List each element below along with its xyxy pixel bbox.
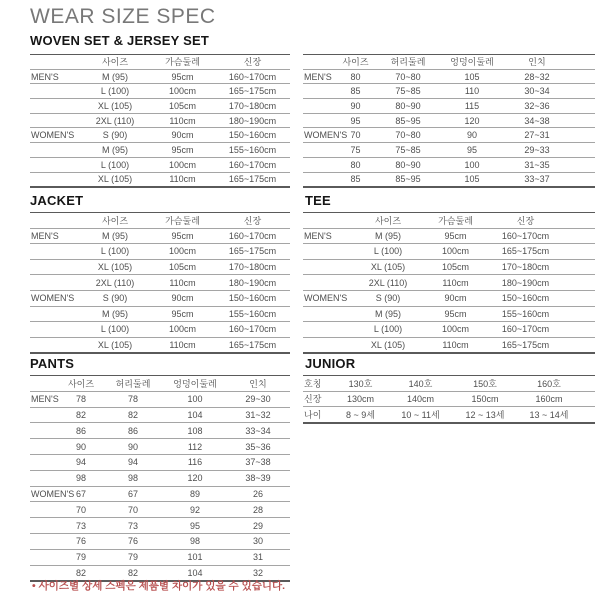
cell: 155~160cm	[228, 144, 277, 155]
cell: 105	[464, 71, 480, 82]
cell: 120	[464, 115, 480, 126]
cell: 165~175cm	[228, 86, 277, 97]
cell: 160~170cm	[228, 159, 277, 170]
table-row	[303, 407, 595, 422]
table-row	[30, 260, 290, 276]
cell: 105cm	[441, 262, 469, 273]
column-header: 사이즈	[101, 57, 129, 68]
cell: 112	[187, 441, 203, 452]
column-header: 엉덩이둘레	[450, 57, 494, 68]
cell: 105cm	[168, 100, 196, 111]
table-row	[30, 128, 290, 143]
cell: 34~38	[524, 115, 550, 126]
cell: 90	[127, 441, 138, 452]
cell: 27~31	[524, 130, 550, 141]
cell: 33~34	[245, 425, 271, 436]
header-row	[30, 376, 290, 392]
cell: 92	[189, 504, 200, 515]
cell: 78	[127, 394, 138, 405]
cell: 160cm	[535, 393, 563, 404]
cell: M (95)	[101, 230, 128, 241]
cell: 95cm	[171, 144, 194, 155]
cell: 101	[187, 552, 203, 563]
cell: 100cm	[168, 159, 196, 170]
cell: 75~85	[395, 144, 421, 155]
table-row	[303, 84, 595, 99]
cell: 38~39	[245, 473, 271, 484]
cell: 165~175cm	[228, 174, 277, 185]
cell: 105	[464, 174, 480, 185]
table-row	[30, 291, 290, 307]
row-label: WOMEN'S	[31, 130, 75, 141]
table-row	[30, 423, 290, 439]
section-title-jacket: JACKET	[30, 193, 84, 208]
cell: 110cm	[442, 277, 469, 288]
cell: M (95)	[101, 144, 128, 155]
cell: 165~175cm	[501, 246, 550, 257]
cell: 120	[187, 473, 203, 484]
cell: 98	[127, 473, 138, 484]
cell: M (95)	[374, 308, 401, 319]
cell: 165~175cm	[228, 246, 277, 257]
cell: 110	[464, 86, 480, 97]
cell: 8 ~ 9세	[346, 409, 375, 420]
table-row	[30, 84, 290, 99]
table-row	[303, 143, 595, 158]
row-label: MEN'S	[304, 71, 332, 82]
cell: 31~35	[524, 159, 550, 170]
cell: 100cm	[168, 86, 196, 97]
cell: 100	[464, 159, 480, 170]
cell: 73	[127, 520, 138, 531]
table-row	[303, 291, 595, 307]
table-row	[30, 455, 290, 471]
cell: 73	[75, 520, 86, 531]
cell: 90	[350, 100, 361, 111]
cell: 110cm	[169, 277, 196, 288]
cell: 80~90	[395, 159, 421, 170]
cell: 150호	[473, 378, 497, 389]
table-row	[30, 99, 290, 114]
page-title: WEAR SIZE SPEC	[30, 5, 216, 28]
cell: L (100)	[100, 324, 130, 335]
cell: 82	[127, 567, 138, 578]
table-row	[303, 392, 595, 408]
table-row	[30, 173, 290, 187]
cell: XL (105)	[97, 100, 133, 111]
woven-set-size-table	[30, 54, 290, 188]
section-title-pants: PANTS	[30, 356, 75, 371]
cell: 150~160cm	[228, 130, 277, 141]
column-header: 가슴둘레	[165, 57, 200, 68]
column-header: 인치	[528, 57, 546, 68]
row-label: 나이	[304, 409, 322, 420]
cell: 95cm	[444, 308, 467, 319]
cell: 110cm	[169, 174, 196, 185]
column-header: 신장	[243, 215, 262, 226]
cell: 115	[464, 100, 480, 111]
cell: 150~160cm	[228, 293, 277, 304]
section-title-junior: JUNIOR	[305, 356, 356, 371]
cell: 90	[75, 441, 86, 452]
cell: L (100)	[373, 246, 403, 257]
cell: 165~175cm	[501, 340, 550, 351]
junior-size-table	[303, 375, 595, 424]
table-row	[303, 173, 595, 187]
cell: 170~180cm	[501, 262, 550, 273]
cell: 110cm	[442, 340, 469, 351]
cell: 180~190cm	[501, 277, 550, 288]
table-row	[30, 229, 290, 245]
cell: 100cm	[441, 324, 469, 335]
table-row	[30, 408, 290, 424]
cell: 85~95	[395, 174, 421, 185]
row-label: MEN'S	[31, 394, 59, 405]
size-disclaimer-note: • 사이즈별 상세 스펙은 제품별 차이가 있을 수 있습니다.	[32, 580, 286, 592]
cell: 80~90	[395, 100, 421, 111]
cell: 95	[466, 144, 477, 155]
table-row	[30, 471, 290, 487]
table-row	[303, 376, 595, 392]
header-row	[30, 213, 290, 229]
cell: 32	[252, 567, 263, 578]
cell: 35~36	[245, 441, 271, 452]
cell: 13 ~ 14세	[529, 409, 569, 420]
cell: 98	[189, 536, 200, 547]
row-label: MEN'S	[31, 230, 59, 241]
cell: 100cm	[168, 324, 196, 335]
cell: 12 ~ 13세	[465, 409, 505, 420]
cell: 85~95	[395, 115, 421, 126]
table-row	[30, 487, 290, 503]
cell: 2XL (110)	[95, 277, 135, 288]
cell: 104	[187, 567, 203, 578]
cell: XL (105)	[370, 262, 406, 273]
cell: 70~80	[395, 130, 421, 141]
section-title-tee: TEE	[305, 193, 331, 208]
cell: 155~160cm	[501, 308, 550, 319]
cell: 78	[75, 394, 86, 405]
section-title-woven-set: WOVEN SET & JERSEY SET	[30, 33, 209, 48]
cell: 33~37	[524, 174, 550, 185]
table-row	[30, 439, 290, 455]
cell: L (100)	[373, 324, 403, 335]
table-row	[30, 114, 290, 129]
cell: 76	[75, 536, 86, 547]
column-header: 엉덩이둘레	[173, 378, 217, 389]
cell: 75	[350, 144, 361, 155]
table-row	[303, 128, 595, 143]
cell: 160~170cm	[228, 230, 277, 241]
cell: 37~38	[245, 457, 271, 468]
cell: 32~36	[524, 100, 550, 111]
cell: M (95)	[101, 308, 128, 319]
table-row	[30, 550, 290, 566]
table-row	[30, 275, 290, 291]
row-label: WOMEN'S	[304, 130, 348, 141]
cell: 31~32	[245, 409, 271, 420]
cell: 160~170cm	[228, 324, 277, 335]
row-label: WOMEN'S	[31, 488, 75, 499]
cell: 130호	[348, 378, 373, 389]
cell: 2XL (110)	[368, 277, 408, 288]
table-row	[30, 322, 290, 338]
cell: 95	[350, 115, 361, 126]
cell: 67	[127, 488, 138, 499]
table-row	[303, 244, 595, 260]
header-row	[303, 55, 595, 70]
table-row	[30, 158, 290, 173]
cell: S (90)	[102, 293, 128, 304]
cell: 100cm	[168, 246, 196, 257]
table-row	[303, 229, 595, 245]
header-row	[303, 213, 595, 229]
table-row	[30, 392, 290, 408]
cell: 94	[127, 457, 138, 468]
cell: 160~170cm	[501, 324, 550, 335]
table-row	[303, 338, 595, 353]
cell: 30~34	[524, 86, 550, 97]
cell: 170~180cm	[228, 100, 277, 111]
cell: 70~80	[395, 71, 421, 82]
cell: XL (105)	[97, 174, 133, 185]
row-label: WOMEN'S	[31, 293, 75, 304]
cell: 75~85	[395, 86, 421, 97]
cell: 28	[252, 504, 263, 515]
cell: 29~30	[245, 394, 271, 405]
table-row	[30, 518, 290, 534]
cell: 85	[350, 174, 361, 185]
cell: 100cm	[441, 246, 469, 257]
column-header: 신장	[516, 215, 535, 226]
table-row	[303, 114, 595, 129]
cell: 150cm	[471, 393, 499, 404]
cell: 98	[75, 473, 86, 484]
cell: L (100)	[100, 159, 130, 170]
header-row	[30, 55, 290, 70]
table-row	[30, 534, 290, 550]
cell: 80	[350, 71, 361, 82]
table-row	[30, 307, 290, 323]
cell: 160호	[537, 378, 561, 389]
table-row	[303, 322, 595, 338]
cell: M (95)	[374, 230, 401, 241]
cell: XL (105)	[370, 340, 406, 351]
column-header: 허리둘레	[390, 57, 426, 68]
cell: 82	[75, 409, 86, 420]
cell: XL (105)	[97, 340, 133, 351]
table-row	[30, 70, 290, 85]
cell: 28~32	[524, 71, 550, 82]
cell: 79	[75, 552, 86, 563]
cell: L (100)	[100, 86, 130, 97]
cell: 95cm	[171, 308, 194, 319]
cell: 86	[127, 425, 138, 436]
cell: 80	[350, 159, 361, 170]
table-row	[30, 338, 290, 353]
table-row	[303, 260, 595, 276]
cell: 160~170cm	[501, 230, 550, 241]
column-header: 사이즈	[374, 215, 402, 226]
table-row	[303, 99, 595, 114]
cell: 90cm	[171, 293, 194, 304]
cell: 160~170cm	[228, 71, 277, 82]
row-label: MEN'S	[31, 71, 59, 82]
cell: S (90)	[102, 130, 128, 141]
cell: 170~180cm	[228, 262, 277, 273]
cell: 100	[187, 394, 203, 405]
cell: 2XL (110)	[95, 115, 135, 126]
table-row	[303, 275, 595, 291]
row-label: MEN'S	[304, 230, 332, 241]
cell: 82	[75, 567, 86, 578]
cell: 95cm	[171, 71, 194, 82]
cell: 95cm	[171, 230, 194, 241]
cell: S (90)	[375, 293, 401, 304]
cell: 79	[127, 552, 138, 563]
cell: 29~33	[524, 144, 550, 155]
cell: 86	[75, 425, 86, 436]
cell: 130cm	[346, 393, 374, 404]
cell: 110cm	[169, 115, 196, 126]
cell: 95cm	[444, 230, 467, 241]
cell: 116	[187, 457, 203, 468]
table-row	[30, 244, 290, 260]
cell: 31	[252, 552, 263, 563]
cell: 110cm	[169, 340, 196, 351]
cell: 140호	[408, 378, 433, 389]
column-header: 허리둘레	[115, 378, 151, 389]
cell: 140cm	[406, 393, 434, 404]
cell: 10 ~ 11세	[401, 409, 440, 420]
cell: 89	[189, 488, 200, 499]
cell: XL (105)	[97, 262, 133, 273]
table-row	[30, 502, 290, 518]
cell: 67	[75, 488, 86, 499]
jacket-size-table	[30, 212, 290, 354]
cell: 90	[466, 130, 477, 141]
cell: 105cm	[168, 262, 196, 273]
row-label: 신장	[304, 394, 322, 405]
table-row	[30, 143, 290, 158]
pants-size-table	[30, 375, 290, 582]
cell: 30	[252, 536, 263, 547]
cell: L (100)	[100, 246, 130, 257]
cell: 180~190cm	[228, 115, 277, 126]
column-header: 가슴둘레	[165, 215, 200, 226]
cell: 108	[187, 425, 203, 436]
table-row	[303, 70, 595, 85]
table-row	[303, 158, 595, 173]
column-header: 사이즈	[101, 215, 129, 226]
cell: 90cm	[444, 293, 467, 304]
cell: 26	[252, 488, 263, 499]
cell: 82	[127, 409, 138, 420]
column-header: 사이즈	[342, 57, 369, 68]
cell: 155~160cm	[228, 308, 277, 319]
cell: 70	[127, 504, 138, 515]
cell: 94	[75, 457, 86, 468]
cell: 90cm	[171, 130, 194, 141]
cell: 165~175cm	[228, 340, 277, 351]
cell: 76	[127, 536, 138, 547]
cell: 29	[252, 520, 263, 531]
column-header: 인치	[249, 378, 267, 389]
cell: 70	[75, 504, 86, 515]
tee-size-table	[303, 212, 595, 354]
column-header: 가슴둘레	[438, 215, 473, 226]
cell: 104	[187, 409, 203, 420]
column-header: 신장	[243, 57, 262, 68]
row-label: 호칭	[304, 378, 322, 389]
cell: 70	[350, 130, 361, 141]
cell: 85	[350, 86, 361, 97]
cell: M (95)	[101, 71, 128, 82]
cell: 150~160cm	[501, 293, 550, 304]
cell: 95	[189, 520, 200, 531]
woven-set-waist-table	[303, 54, 595, 188]
cell: 180~190cm	[228, 277, 277, 288]
row-label: WOMEN'S	[304, 293, 348, 304]
column-header: 사이즈	[67, 378, 95, 389]
table-row	[303, 307, 595, 323]
